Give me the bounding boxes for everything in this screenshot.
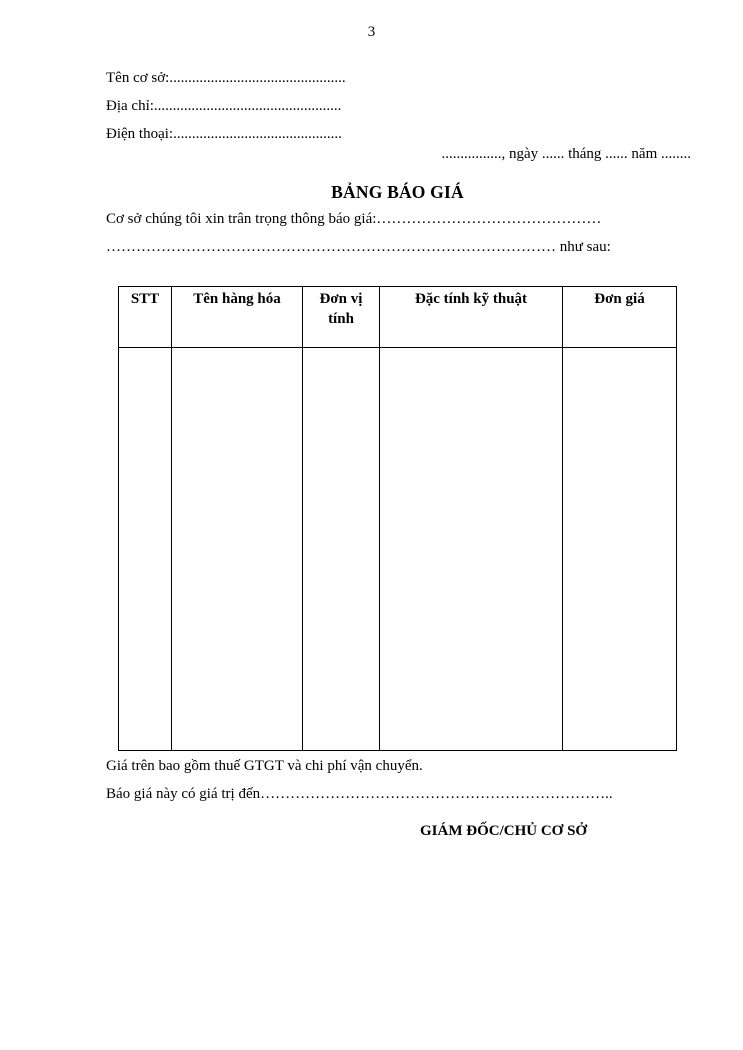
header-unit: Đơn vị tính <box>303 287 380 348</box>
page-number: 3 <box>367 24 376 40</box>
address-field: Địa chỉ:.................................................. <box>106 98 342 114</box>
intro-line-2: ……………………………………………………………………………… như sau: <box>106 239 611 255</box>
table-header-row <box>119 287 677 348</box>
document-title: BẢNG BÁO GIÁ <box>331 182 464 202</box>
date-line: ................, ngày ...... tháng ...... năm ........ <box>441 146 691 162</box>
header-item-name: Tên hàng hóa <box>172 287 303 348</box>
table-cell <box>380 348 563 751</box>
table-cell <box>563 348 677 751</box>
phone-field: Điện thoại:............................................. <box>106 126 342 142</box>
table-row <box>119 348 677 751</box>
table-cell <box>303 348 380 751</box>
facility-name-field: Tên cơ sở:............................................... <box>106 70 346 86</box>
table-cell <box>172 348 303 751</box>
signature-title: GIÁM ĐỐC/CHỦ CƠ SỞ <box>420 823 588 839</box>
validity-line: Báo giá này có giá trị đến…………………………………………………………….. <box>106 786 613 802</box>
quote-table <box>118 286 677 751</box>
table-cell <box>119 348 172 751</box>
intro-line-1: Cơ sở chúng tôi xin trân trọng thông báo giá:……………………………………… <box>106 211 602 227</box>
price-note: Giá trên bao gồm thuế GTGT và chi phí vận chuyển. <box>106 758 423 774</box>
header-technical-specs: Đặc tính kỹ thuật <box>380 287 563 348</box>
header-stt: STT <box>119 287 172 348</box>
header-unit-price: Đơn giá <box>563 287 677 348</box>
